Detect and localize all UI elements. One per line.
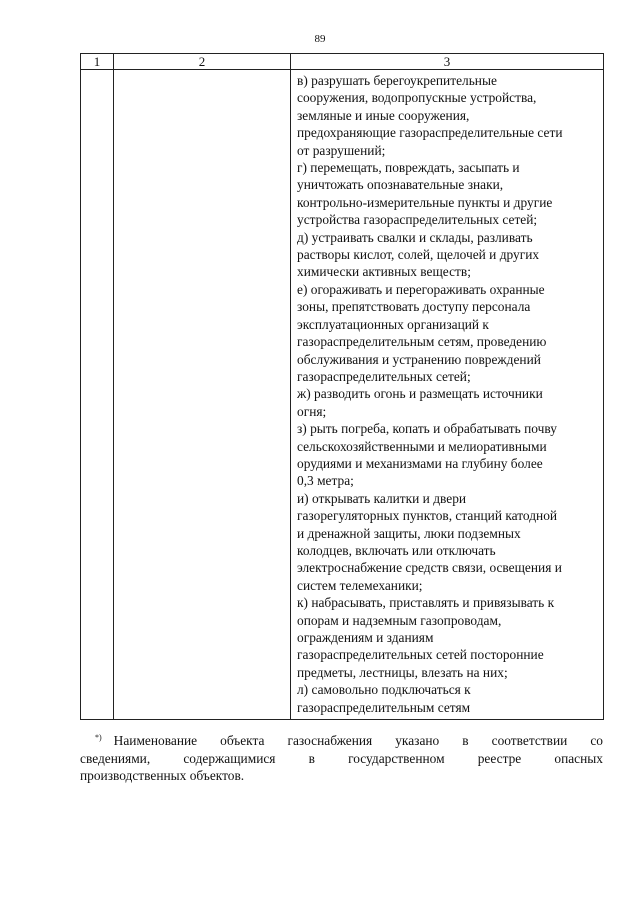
- footnote-word: со: [590, 733, 603, 748]
- list-line: контрольно-измерительные пункты и другие: [297, 194, 553, 210]
- footnote-word: соответствии: [491, 733, 568, 748]
- list-line: колодцев, включать или отключать: [297, 542, 496, 558]
- list-line: ж) разводить огонь и размещать источники: [297, 386, 543, 402]
- list-line: з) рыть погреба, копать и обрабатывать почву: [297, 421, 557, 437]
- footnote-word: в: [308, 750, 315, 766]
- list-line: зоны, препятствовать доступу персонала: [297, 299, 531, 315]
- list-line: в) разрушать берегоукрепительные: [297, 73, 497, 88]
- list-line: огня;: [297, 403, 327, 419]
- list-line: эксплуатационных организаций к: [297, 316, 489, 332]
- footnote-word: опасных: [554, 750, 603, 766]
- list-line: устройства газораспределительных сетей;: [297, 212, 538, 228]
- footnote-text-line-3: производственных объектов.: [80, 768, 245, 783]
- list-line: химически активных веществ;: [297, 264, 471, 280]
- list-line: газораспределительных сетей;: [297, 368, 471, 384]
- list-line: систем телемеханики;: [297, 577, 423, 593]
- footnote-marker: *): [95, 732, 102, 742]
- list-line: 0,3 метра;: [297, 473, 354, 489]
- list-line: газорегуляторных пунктов, станций катодной: [297, 508, 558, 524]
- footnote-word: сведениями,: [80, 750, 151, 766]
- footnote-word: в: [462, 733, 469, 748]
- list-line: опорам и надземным газопроводам,: [297, 612, 502, 628]
- footnote-word: объекта: [220, 733, 265, 748]
- cell-column-2: [114, 70, 291, 720]
- list-line: от разрушений;: [297, 142, 386, 158]
- list-line: земляные и иные сооружения,: [297, 107, 470, 123]
- cell-column-3: [291, 70, 604, 720]
- footnote-line-3: [80, 767, 603, 785]
- list-line: растворы кислот, солей, щелочей и других: [297, 247, 540, 263]
- list-line: к) набрасывать, приставлять и привязывать к: [297, 595, 555, 611]
- list-line: орудиями и механизмами на глубину более: [297, 455, 543, 471]
- column-header-2: 2: [114, 54, 291, 70]
- footnote-word: реестре: [477, 750, 522, 766]
- footnote-word: газоснабжения: [287, 733, 373, 748]
- list-line: ограждениям и зданиям: [297, 630, 434, 645]
- cell-column-1: [81, 70, 114, 720]
- list-line: газораспределительным сетям, проведению: [297, 334, 547, 350]
- list-line: д) устраивать свалки и склады, разливать: [297, 229, 533, 245]
- column-header-1: 1: [81, 54, 114, 70]
- list-line: и) открывать калитки и двери: [297, 490, 467, 506]
- prohibitions-list: [291, 70, 603, 716]
- list-line: сельскохозяйственными и мелиоративными: [297, 438, 547, 454]
- footnote-word: Наименование: [113, 733, 198, 748]
- list-line: предметы, лестницы, влезать на них;: [297, 664, 508, 680]
- list-line: л) самовольно подключаться к: [297, 682, 471, 698]
- footnote-word: государственном: [348, 750, 445, 766]
- list-line: газораспределительных сетей посторонние: [297, 647, 544, 663]
- column-header-3: 3: [291, 54, 604, 70]
- list-line: электроснабжение средств связи, освещения и: [297, 560, 562, 576]
- list-line: е) огораживать и перегораживать охранные: [297, 281, 545, 297]
- list-line: газораспределительным сетям: [297, 699, 471, 715]
- footnote: [80, 732, 603, 785]
- footnote-line-1: [80, 732, 603, 750]
- page-number: 89: [314, 33, 326, 45]
- list-line: г) перемещать, повреждать, засыпать и: [297, 160, 520, 176]
- footnote-word: содержащимися: [183, 750, 276, 766]
- footnote-word: указано: [395, 733, 440, 748]
- list-line: уничтожать опознавательные знаки,: [297, 177, 504, 193]
- table-header-row: [81, 54, 604, 70]
- list-line: сооружения, водопропускные устройства,: [297, 90, 537, 106]
- table-row: [81, 70, 604, 720]
- list-line: и дренажной защиты, люки подземных: [297, 525, 521, 541]
- list-line: обслуживания и устранению повреждений: [297, 351, 541, 367]
- footnote-first-word-group: [95, 732, 197, 750]
- footnote-line-2: [80, 750, 603, 768]
- document-table: [80, 53, 604, 720]
- list-line: предохраняющие газораспределительные сети: [297, 125, 563, 141]
